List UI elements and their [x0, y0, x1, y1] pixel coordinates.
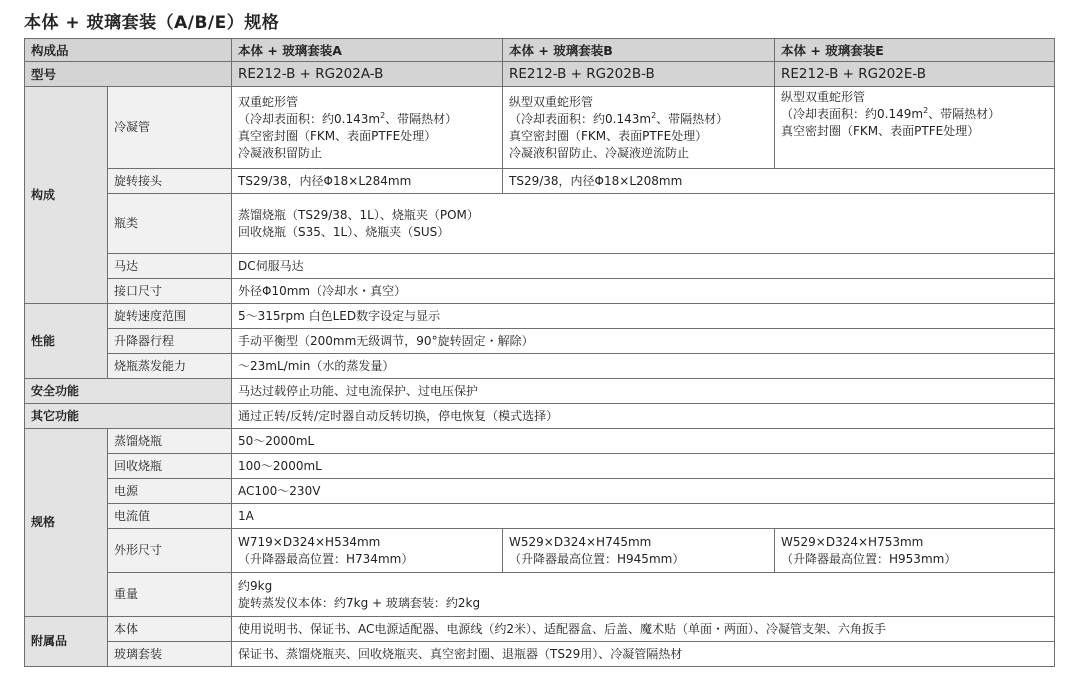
power-row	[25, 479, 1055, 504]
joint-row	[25, 169, 1055, 194]
dims-row	[25, 529, 1055, 573]
speed-row	[25, 304, 1055, 329]
spec-table	[24, 38, 1055, 667]
dims-b: W529×D324×H745mm （升降器最高位置：H945mm）	[503, 529, 775, 573]
flask-label: 瓶类	[108, 194, 232, 254]
evap-label: 烧瓶蒸发能力	[108, 354, 232, 379]
flask-value: 蒸馏烧瓶（TS29/38、1L）、烧瓶夹（POM） 回收烧瓶（S35、1L）、烧瓶夹（SUS）	[232, 194, 1055, 254]
header-col-e: 本体 + 玻璃套装E	[775, 39, 1055, 62]
page-title: 本体 + 玻璃套装（A/B/E）规格	[24, 13, 280, 33]
port-label: 接口尺寸	[108, 279, 232, 304]
speed-value: 5～315rpm 白色LED数字设定与显示	[232, 304, 1055, 329]
accessory-glass-label: 玻璃套装	[108, 642, 232, 667]
model-e: RE212-B + RG202E-B	[775, 62, 1055, 87]
config-category: 构成	[25, 87, 108, 304]
lift-value: 手动平衡型（200mm无级调节，90°旋转固定・解除）	[232, 329, 1055, 354]
weight-row	[25, 573, 1055, 617]
condenser-label: 冷凝管	[108, 87, 232, 169]
recover-value: 100～2000mL	[232, 454, 1055, 479]
safety-label: 安全功能	[25, 379, 232, 404]
model-a: RE212-B + RG202A-B	[232, 62, 503, 87]
header-row	[25, 39, 1055, 62]
motor-row	[25, 254, 1055, 279]
accessory-glass-value: 保证书、蒸馏烧瓶夹、回收烧瓶夹、真空密封圈、退瓶器（TS29用）、冷凝管隔热材	[232, 642, 1055, 667]
spec-category: 规格	[25, 429, 108, 617]
condenser-e: 纵型双重蛇形管 （冷却表面积：约$0.149m^2$、带隔热材） 真空密封圈（FKM、表面PTFE处理）	[775, 87, 1055, 169]
recover-row	[25, 454, 1055, 479]
lift-row	[25, 329, 1055, 354]
condenser-a: 双重蛇形管 （冷却表面积：约$0.143m^2$、带隔热材） 真空密封圈（FKM、表面PTFE处理） 冷凝液积留防止	[232, 87, 503, 169]
model-label: 型号	[25, 62, 232, 87]
model-b: RE212-B + RG202B-B	[503, 62, 775, 87]
other-value: 通过正转/反转/定时器自动反转切换，停电恢复（模式选择）	[232, 404, 1055, 429]
accessory-body-row	[25, 617, 1055, 642]
motor-label: 马达	[108, 254, 232, 279]
performance-category: 性能	[25, 304, 108, 379]
speed-label: 旋转速度范围	[108, 304, 232, 329]
port-value: 外径Φ10mm（冷却水・真空）	[232, 279, 1055, 304]
dims-a: W719×D324×H534mm （升降器最高位置：H734mm）	[232, 529, 503, 573]
model-row	[25, 62, 1055, 87]
power-value: AC100～230V	[232, 479, 1055, 504]
power-label: 电源	[108, 479, 232, 504]
condenser-b: 纵型双重蛇形管 （冷却表面积：约$0.143m^2$、带隔热材） 真空密封圈（FKM、表面PTFE处理） 冷凝液积留防止、冷凝液逆流防止	[503, 87, 775, 169]
joint-be: TS29/38，内径Φ18×L208mm	[503, 169, 1055, 194]
other-label: 其它功能	[25, 404, 232, 429]
header-label: 构成品	[25, 39, 232, 62]
distill-value: 50～2000mL	[232, 429, 1055, 454]
motor-value: DC伺服马达	[232, 254, 1055, 279]
accessories-category: 附属品	[25, 617, 108, 667]
current-label: 电流值	[108, 504, 232, 529]
dims-e: W529×D324×H753mm （升降器最高位置：H953mm）	[775, 529, 1055, 573]
current-value: 1A	[232, 504, 1055, 529]
header-col-a: 本体 + 玻璃套装A	[232, 39, 503, 62]
other-row	[25, 404, 1055, 429]
accessory-body-value: 使用说明书、保证书、AC电源适配器、电源线（约2米）、适配器盒、后盖、魔术贴（单面・两面）、冷凝管支架、六角扳手	[232, 617, 1055, 642]
distill-row	[25, 429, 1055, 454]
recover-label: 回收烧瓶	[108, 454, 232, 479]
weight-label: 重量	[108, 573, 232, 617]
distill-label: 蒸馏烧瓶	[108, 429, 232, 454]
flask-row	[25, 194, 1055, 254]
weight-value: 约9kg 旋转蒸发仪本体：约7kg + 玻璃套装：约2kg	[232, 573, 1055, 617]
lift-label: 升降器行程	[108, 329, 232, 354]
safety-row	[25, 379, 1055, 404]
accessory-body-label: 本体	[108, 617, 232, 642]
dims-label: 外形尺寸	[108, 529, 232, 573]
header-col-b: 本体 + 玻璃套装B	[503, 39, 775, 62]
evap-row	[25, 354, 1055, 379]
condenser-row	[25, 87, 1055, 169]
current-row	[25, 504, 1055, 529]
port-row	[25, 279, 1055, 304]
joint-label: 旋转接头	[108, 169, 232, 194]
accessory-glass-row	[25, 642, 1055, 667]
evap-value: ～23mL/min（水的蒸发量）	[232, 354, 1055, 379]
joint-a: TS29/38，内径Φ18×L284mm	[232, 169, 503, 194]
safety-value: 马达过载停止功能、过电流保护、过电压保护	[232, 379, 1055, 404]
